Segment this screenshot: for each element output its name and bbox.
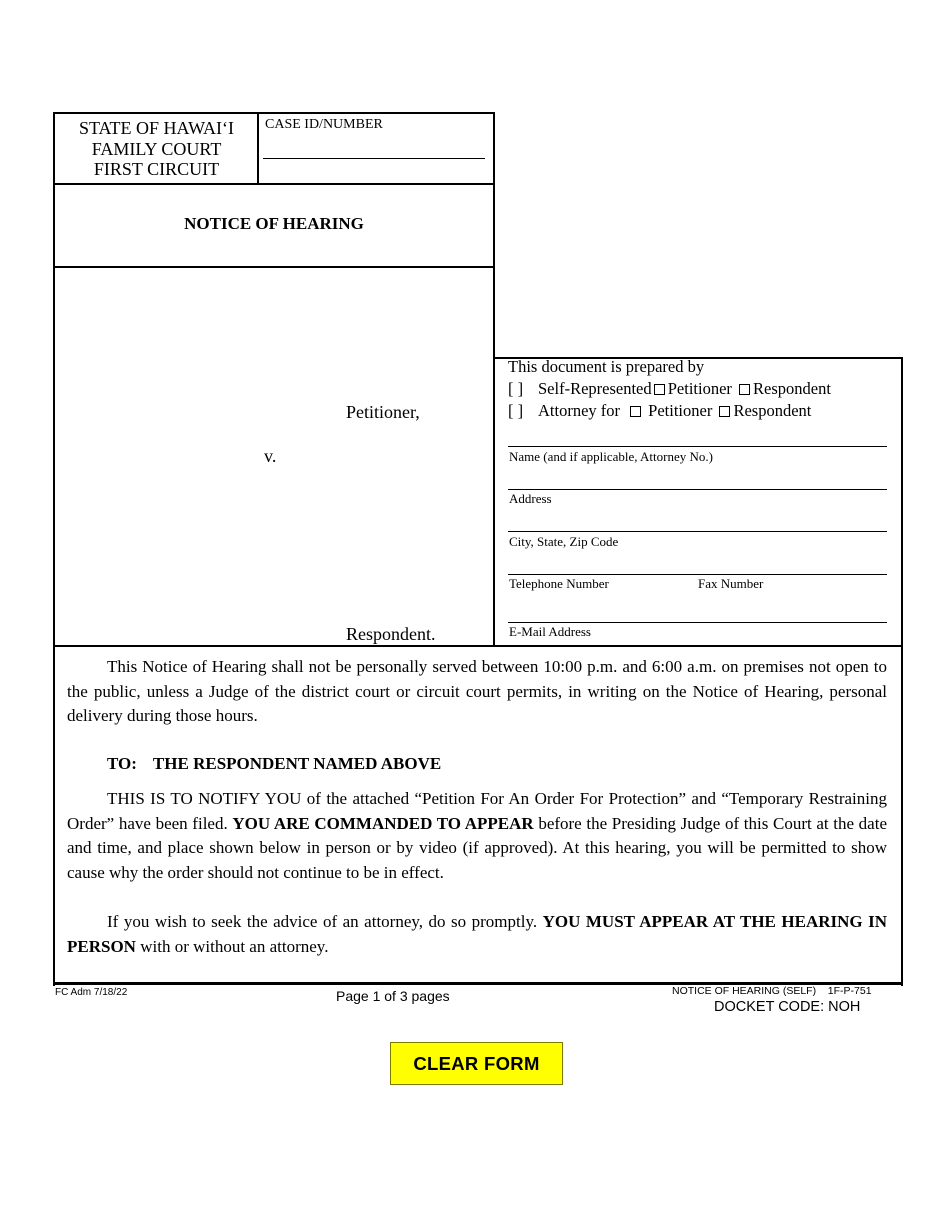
- fax-label: Fax Number: [698, 576, 764, 591]
- court-line-state: STATE OF HAWAI‘I: [78, 118, 235, 138]
- frame-left: [53, 112, 55, 986]
- prepared-by-heading: This document is prepared by: [508, 357, 705, 376]
- advice-text-2: with or without an attorney.: [135, 936, 329, 956]
- court-name: [55, 118, 258, 180]
- name-input[interactable]: [509, 428, 885, 446]
- header-bottom: [53, 183, 495, 185]
- attorney-for-label: Attorney for: [538, 401, 621, 420]
- page-indicator: Page 1 of 3 pages: [336, 988, 450, 1004]
- form-date: FC Adm 7/18/22: [55, 987, 128, 998]
- court-line-circuit: FIRST CIRCUIT: [93, 159, 220, 179]
- docket-code: DOCKET CODE: NOH: [714, 999, 861, 1015]
- address-underline: [508, 489, 887, 490]
- notify-text-2: before the Presiding Judge of this Court at the date and time, and place shown below in person or by video (if approved). At this hearing, you will be permitted to show cause why the order should not continue to be in effect.: [67, 813, 887, 882]
- prepared-by-row-attorney: [508, 400, 811, 422]
- versus-label: v.: [264, 446, 277, 466]
- notify-commanded: YOU ARE COMMANDED TO APPEAR: [232, 813, 534, 833]
- self-petitioner-checkbox[interactable]: [654, 384, 665, 395]
- clear-form-button[interactable]: CLEAR FORM: [390, 1042, 563, 1085]
- notify-paragraph: [67, 787, 887, 885]
- case-id-input[interactable]: [265, 138, 483, 156]
- prepared-by-row-self: [508, 378, 831, 400]
- city-underline: [508, 531, 887, 532]
- advice-text-1: If you wish to seek the advice of an attorney, do so promptly.: [107, 912, 543, 931]
- court-line-family: FAMILY COURT: [91, 138, 222, 159]
- title-bottom: [53, 266, 495, 268]
- attorney-for-checkbox[interactable]: [ ]: [508, 401, 524, 420]
- self-respondent-label: Respondent: [753, 379, 831, 398]
- self-represented-label: Self-Represented: [538, 379, 652, 398]
- phone-underline: [508, 574, 887, 575]
- to-line: [107, 754, 441, 774]
- email-input[interactable]: [509, 604, 885, 622]
- city-state-zip-input[interactable]: [509, 513, 885, 531]
- self-respondent-checkbox[interactable]: [739, 384, 750, 395]
- advice-must-appear: YOU MUST APPEAR AT THE HEARING IN PERSON: [67, 912, 888, 956]
- service-notice-paragraph: This Notice of Hearing shall not be personally served between 10:00 p.m. and 6:00 a.m. on premises not open to the public, unless a Judge of the district court or circuit court permits, in writing on the Notice of Hearing, personal delivery during those hours.: [67, 657, 887, 725]
- to-label: TO:: [107, 754, 137, 773]
- self-represented-checkbox[interactable]: [ ]: [508, 379, 524, 398]
- self-petitioner-label: Petitioner: [667, 379, 732, 398]
- attorney-petitioner-label: Petitioner: [648, 401, 713, 420]
- notify-text-1: THIS IS TO NOTIFY YOU of the attached “Petition For An Order For Protection” and “Temporary Restraining Order” have been filed.: [67, 789, 887, 833]
- respondent-label: Respondent.: [346, 624, 436, 644]
- form-id: NOTICE OF HEARING (SELF) 1F-P-751: [672, 985, 872, 997]
- frame-mid-vertical: [493, 112, 495, 647]
- frame-right: [901, 357, 903, 986]
- email-label: E-Mail Address: [509, 624, 591, 639]
- respondent-name-input[interactable]: [70, 520, 470, 538]
- to-text: THE RESPONDENT NAMED ABOVE: [152, 754, 442, 773]
- fax-input[interactable]: [698, 556, 885, 574]
- attorney-respondent-checkbox[interactable]: [719, 406, 730, 417]
- attorney-respondent-label: Respondent: [733, 401, 812, 420]
- address-input[interactable]: [509, 471, 885, 489]
- telephone-input[interactable]: [509, 556, 689, 574]
- attorney-petitioner-checkbox[interactable]: [630, 406, 641, 417]
- city-state-zip-label: City, State, Zip Code: [509, 534, 619, 549]
- case-id-label: CASE ID/NUMBER: [265, 117, 383, 132]
- petitioner-name-input[interactable]: [70, 300, 470, 318]
- name-underline: [508, 446, 887, 447]
- petitioner-label: Petitioner,: [346, 402, 420, 422]
- case-id-underline: [263, 158, 485, 159]
- caption-bottom: [53, 645, 903, 647]
- telephone-label: Telephone Number: [509, 576, 609, 591]
- advice-paragraph: [67, 910, 887, 959]
- name-label: Name (and if applicable, Attorney No.): [509, 449, 713, 464]
- address-label: Address: [509, 491, 552, 506]
- page-title: NOTICE OF HEARING: [184, 214, 364, 233]
- email-underline: [508, 622, 887, 623]
- frame-top: [53, 112, 495, 114]
